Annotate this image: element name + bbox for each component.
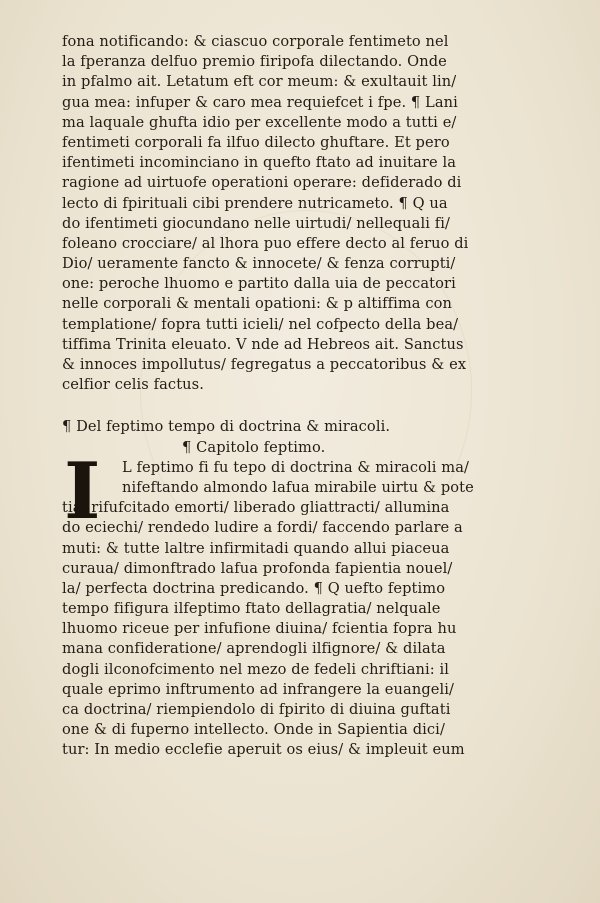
drop-cap-initial: I	[64, 445, 101, 537]
text-line: tiffima Trinita eleuato. V nde ad Hebreos ait. Sanctus	[62, 335, 464, 353]
text-line: la fperanza delfuo premio firipofa dilectando. Onde	[62, 53, 447, 71]
paragraph-gap	[62, 395, 542, 417]
text-line: fentimeti corporali fa ilfuo dilecto ghuftare. Et pero	[62, 133, 450, 151]
text-line: Dio/ ueramente fancto & innocete/ & fenza corrupti/	[62, 255, 456, 273]
text-line: tia/ rifufcitado emorti/ liberado gliattracti/ allumina	[62, 499, 450, 517]
paragraph-1	[62, 32, 542, 395]
text-line: & innoces impollutus/ fegregatus a peccatoribus & ex	[62, 356, 467, 373]
text-block	[62, 32, 542, 761]
text-line: la/ perfecta doctrina predicando. ¶ Q uefto feptimo	[62, 579, 446, 597]
text-line: foleano crocciare/ al lhora puo effere decto al feruo di	[62, 234, 469, 252]
text-line: tempo fifigura ilfeptimo ftato dellagratia/ nelquale	[62, 600, 441, 618]
text-line: L feptimo fi fu tepo di doctrina & miracoli ma/	[122, 458, 470, 476]
text-line: dogli ilconofcimento nel mezo de fedeli chriftiani: il	[62, 660, 450, 678]
text-line: lhuomo riceue per infufione diuina/ fcientia fopra hu	[62, 620, 457, 638]
text-line: nifeftando almondo lafua mirabile uirtu & pote	[122, 478, 474, 496]
text-line: curaua/ dimonftrado lafua profonda fapientia nouel/	[62, 559, 453, 577]
text-line: celfior celis factus.	[62, 376, 204, 394]
text-line: one: peroche lhuomo e partito dalla uia de peccatori	[62, 275, 456, 293]
text-line: ca doctrina/ riempiendolo di fpirito di diuina guftati	[62, 701, 451, 718]
text-line: mana confideratione/ aprendogli ilfignore/ & dilata	[62, 640, 446, 658]
text-line: ragione ad uirtuofe operationi operare: defiderado di	[62, 174, 462, 192]
text-line: one & di fuperno intellecto. Onde in Sapientia dici/	[62, 721, 445, 739]
text-line: tur: In medio ecclefie aperuit os eius/ & impleuit eum	[62, 741, 465, 759]
text-line: muti: & tutte laltre infirmitadi quando allui piaceua	[62, 539, 450, 557]
text-line: ma laquale ghufta idio per excellente modo a tutti e/	[62, 113, 457, 131]
text-line: ifentimeti incominciano in quefto ftato ad inuitare la	[62, 154, 457, 172]
text-line: do ifentimeti giocundano nelle uirtudi/ nellequali fi/	[62, 214, 451, 232]
text-line: fona notificando: & ciascuo corporale fentimeto nel	[62, 33, 449, 50]
text-line: lecto di fpirituali cibi prendere nutricameto. ¶ Q ua	[62, 194, 448, 212]
text-line: do eciechi/ rendedo ludire a fordi/ faccendo parlare a	[62, 519, 463, 537]
text-line: templatione/ fopra tutti icieli/ nel cofpecto della bea/	[62, 315, 459, 333]
text-line: quale eprimo inftrumento ad infrangere la euangeli/	[62, 680, 455, 698]
text-line: gua mea: infuper & caro mea requiefcet i fpe. ¶ Lani	[62, 93, 458, 111]
chapter-heading: ¶ Del feptimo tempo di doctrina & miracoli.	[62, 418, 391, 436]
text-line: nelle corporali & mentali opationi: & p altiffima con	[62, 295, 452, 313]
text-line: in pfalmo ait. Letatum eft cor meum: & exultauit lin/	[62, 73, 457, 91]
chapter-subheading: ¶ Capitolo feptimo.	[182, 438, 326, 456]
